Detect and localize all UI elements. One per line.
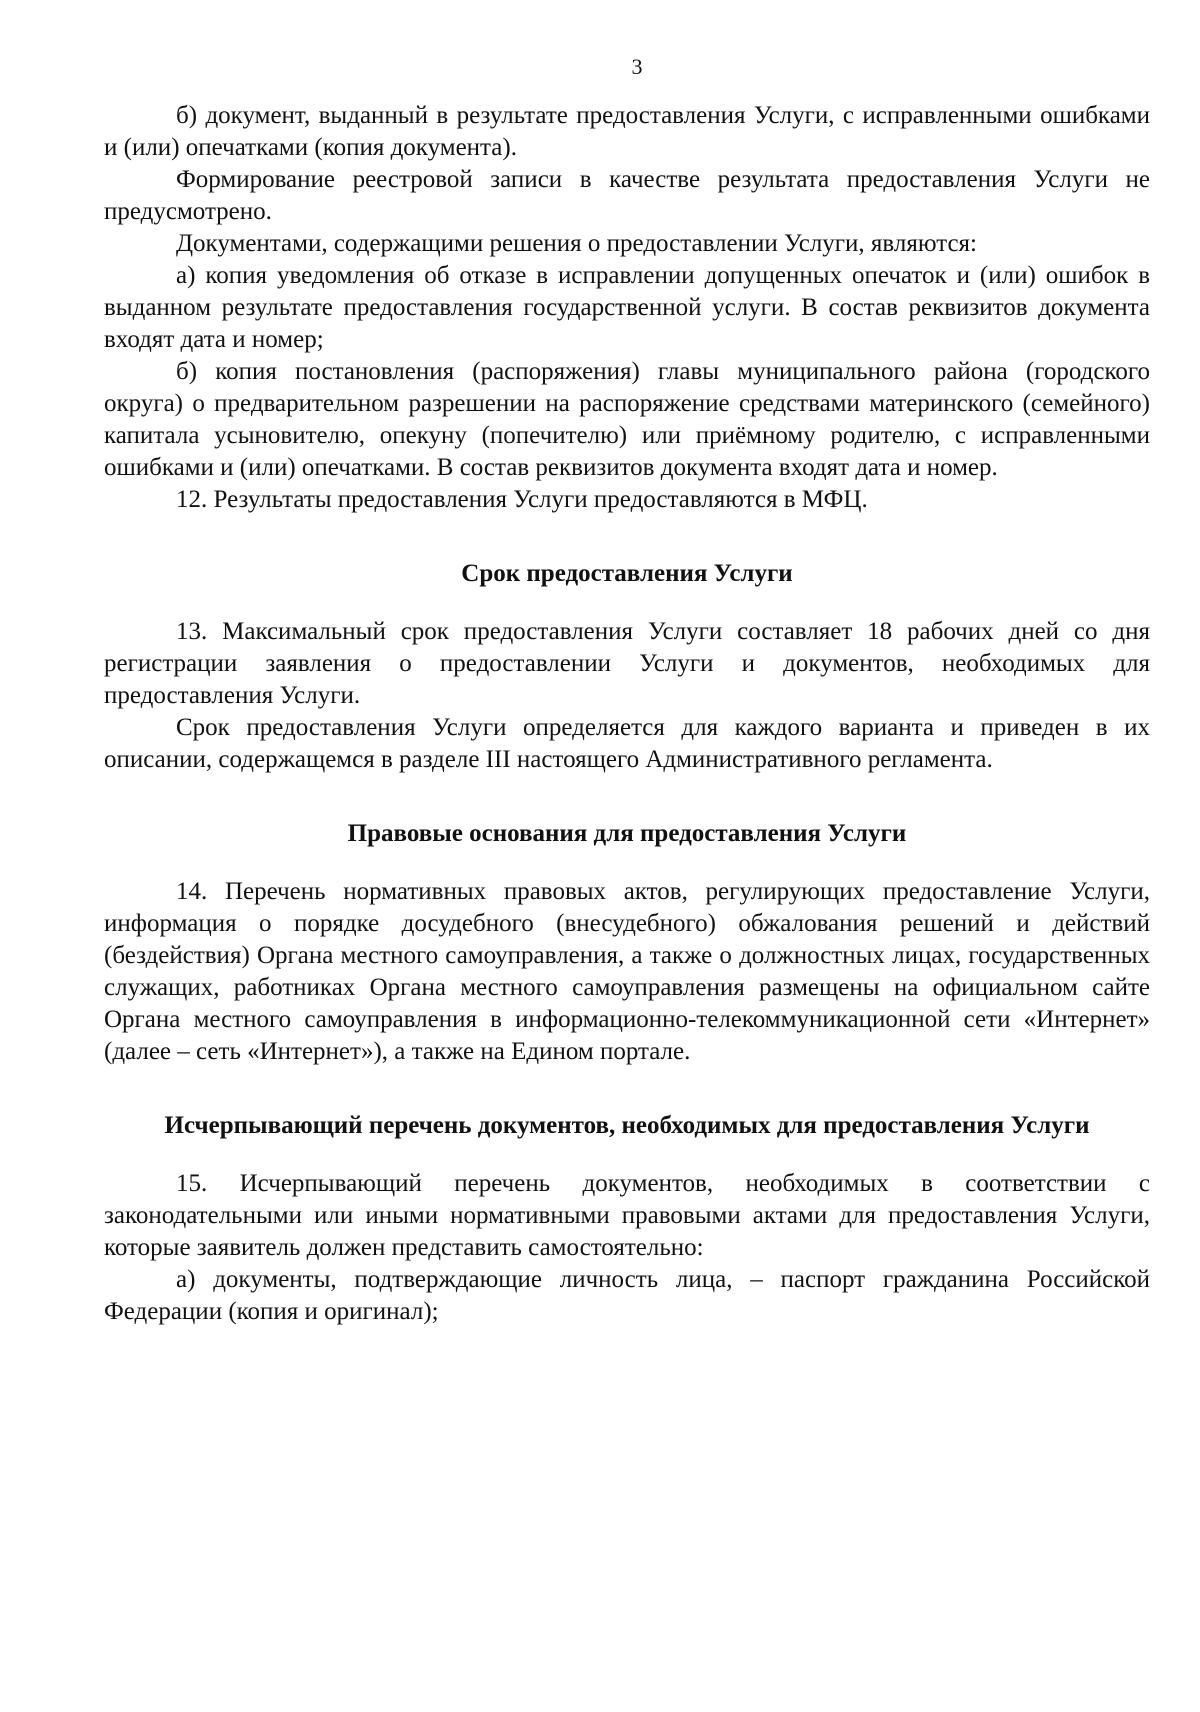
paragraph-decision-documents: Документами, содержащими решения о предоставлении Услуги, являются: (176, 230, 977, 257)
paragraph-item-15: 15. Исчерпывающий перечень документов, необходимых в соответствии с законодательными или иными нормативными правовыми актами для предоставления Услуги, которые заявитель должен представить самостоятельно: (104, 1170, 1150, 1261)
page-number: 3 (631, 54, 643, 79)
paragraph-term-variants: Срок предоставления Услуги определяется для каждого варианта и приведен в их описании, содержащемся в разделе III настоящего Административного регламента. (104, 714, 1150, 773)
paragraph-resolution-copy: б) копия постановления (распоряжения) главы муниципального района (городского округа) о предварительном разрешении на распоряжение средствами материнского (семейного) капитала усыновителю, опекуну (попечителю) или приёмному родителю, с исправленными ошибками и (или) опечатками. В состав реквизитов документа входят дата и номер. (104, 358, 1150, 481)
legal-grounds-section (104, 876, 1150, 1068)
heading-required-documents: Исчерпывающий перечень документов, необходимых для предоставления Услуги (164, 1112, 1090, 1139)
paragraph-corrected-document: б) документ, выданный в результате предоставления Услуги, с исправленными ошибками и (или) опечатками (копия документа). (104, 102, 1150, 161)
paragraph-item-12: 12. Результаты предоставления Услуги предоставляются в МФЦ. (176, 486, 868, 513)
heading-legal-grounds: Правовые основания для предоставления Услуги (347, 820, 907, 847)
service-term-section (104, 616, 1150, 776)
required-documents-section (104, 1168, 1150, 1328)
paragraph-item-14: 14. Перечень нормативных правовых актов, регулирующих предоставление Услуги, информация о порядке досудебного (внесудебного) обжалования решений и действий (бездействия) Органа местного самоуправления, а также о должностных лицах, государственных служащих, работниках Органа местного самоуправления размещены на официальном сайте Органа местного самоуправления в информационно-телекоммуникационной сети «Интернет» (далее – сеть «Интернет»), а также на Едином портале. (104, 878, 1150, 1065)
paragraph-identity-documents: а) документы, подтверждающие личность лица, – паспорт гражданина Российской Федерации (копия и оригинал); (104, 1266, 1150, 1325)
heading-service-term: Срок предоставления Услуги (461, 560, 793, 587)
result-documents-section (104, 100, 1150, 516)
paragraph-item-13: 13. Максимальный срок предоставления Услуги составляет 18 рабочих дней со дня регистрации заявления о предоставлении Услуги и документов, необходимых для предоставления Услуги. (104, 618, 1150, 709)
paragraph-registry-record: Формирование реестровой записи в качестве результата предоставления Услуги не предусмотрено. (104, 166, 1150, 225)
paragraph-refusal-notice-copy: а) копия уведомления об отказе в исправлении допущенных опечаток и (или) ошибок в выданном результате предоставления государственной услуги. В состав реквизитов документа входят дата и номер; (104, 262, 1150, 353)
